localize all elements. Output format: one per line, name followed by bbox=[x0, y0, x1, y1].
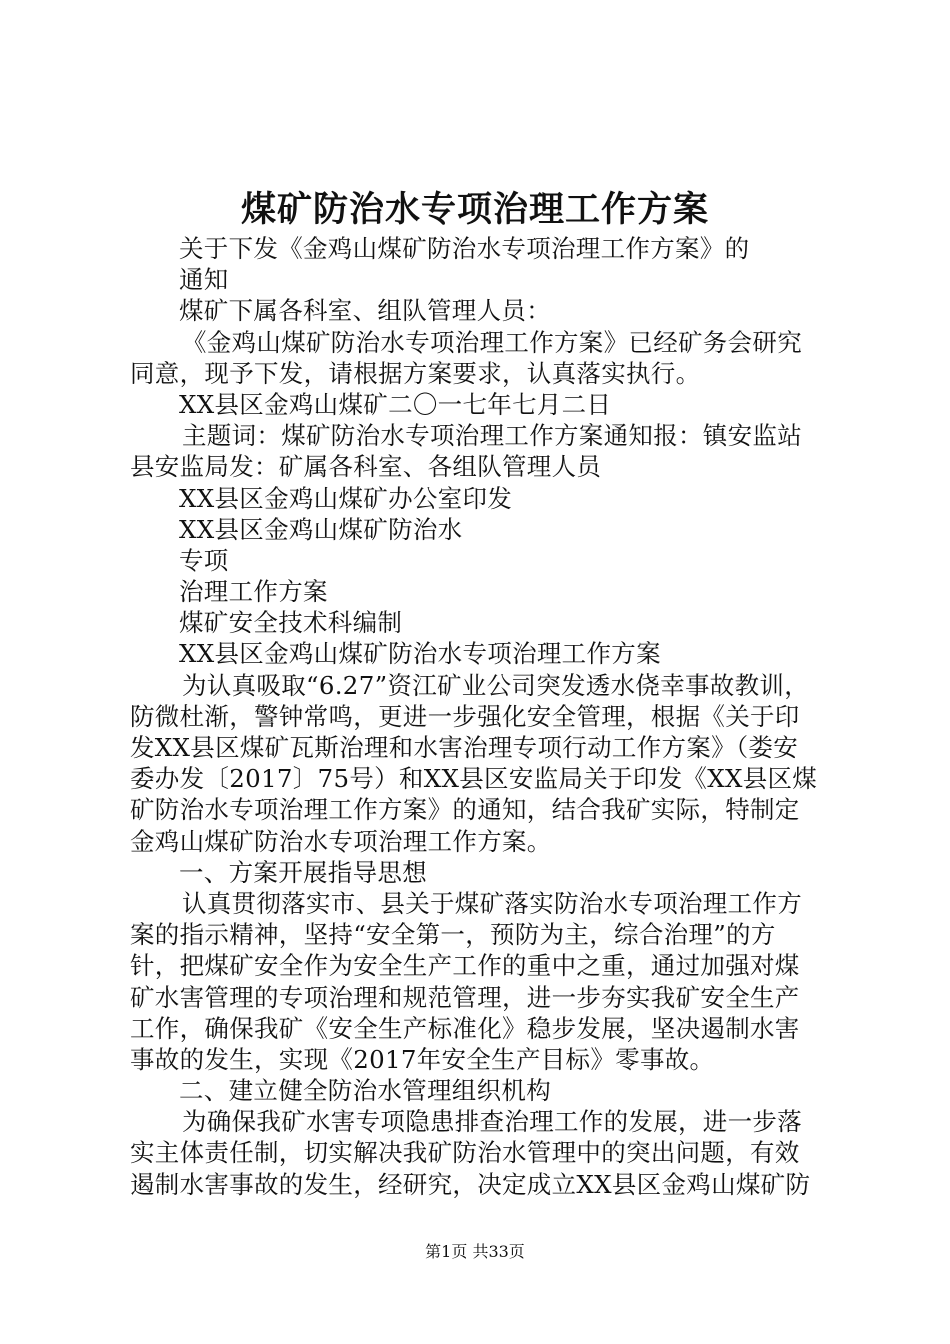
page-footer: 第1页 共33页 bbox=[425, 1242, 525, 1261]
text-line: 实主体责任制，切实解决我矿防治水管理中的突出问题，有效 bbox=[130, 1138, 800, 1168]
text-line: 案的指示精神，坚持“安全第一，预防为主，综合治理”的方 bbox=[130, 920, 776, 950]
text-line: 认真贯彻落实市、县关于煤矿落实防治水专项治理工作方 bbox=[182, 888, 802, 918]
section-heading: 一、方案开展指导思想 bbox=[179, 857, 427, 887]
text-line: 事故的发生，实现《2017年安全生产目标》零事故。 bbox=[130, 1044, 715, 1074]
text-line: 为认真吸取“6.27”资江矿业公司突发透水侥幸事故教训， bbox=[182, 670, 809, 700]
text-line: 主题词：煤矿防治水专项治理工作方案通知报：镇安监站 bbox=[182, 421, 802, 451]
text-line: 治理工作方案 bbox=[179, 577, 328, 607]
text-line: XX县区金鸡山煤矿办公室印发 bbox=[179, 483, 513, 513]
text-line: 委办发〔2017〕75号）和XX县区安监局关于印发《XX县区煤 bbox=[130, 764, 818, 794]
text-line: XX县区金鸡山煤矿二〇一七年七月二日 bbox=[179, 389, 612, 419]
text-line: XX县区金鸡山煤矿防治水 bbox=[179, 514, 463, 544]
text-line: 关于下发《金鸡山煤矿防治水专项治理工作方案》的 bbox=[179, 234, 750, 263]
text-line: 遏制水害事故的发生，经研究，决定成立XX县区金鸡山煤矿防 bbox=[130, 1169, 811, 1199]
text-line: 工作，确保我矿《安全生产标准化》稳步发展，坚决遏制水害 bbox=[130, 1013, 800, 1043]
text-line: 县安监局发：矿属各科室、各组队管理人员 bbox=[130, 452, 602, 482]
document-body bbox=[130, 233, 830, 1200]
text-line: 发XX县区煤矿瓦斯治理和水害治理专项行动工作方案》（娄安 bbox=[130, 733, 799, 762]
text-line: 金鸡山煤矿防治水专项治理工作方案。 bbox=[130, 826, 552, 856]
text-line: 防微杜渐，警钟常鸣，更进一步强化安全管理，根据《关于印 bbox=[130, 701, 800, 731]
text-line: 针，把煤矿安全作为安全生产工作的重中之重，通过加强对煤 bbox=[130, 951, 800, 981]
text-line: 《金鸡山煤矿防治水专项治理工作方案》已经矿务会研究 bbox=[182, 327, 802, 357]
section-heading: 二、建立健全防治水管理组织机构 bbox=[179, 1076, 551, 1106]
text-line: 煤矿下属各科室、组队管理人员： bbox=[179, 296, 551, 326]
text-line: 矿水害管理的专项治理和规范管理，进一步夯实我矿安全生产 bbox=[130, 982, 800, 1012]
text-line: 为确保我矿水害专项隐患排查治理工作的发展，进一步落 bbox=[182, 1107, 802, 1137]
text-line: 专项 bbox=[179, 545, 229, 575]
text-line: 矿防治水专项治理工作方案》的通知，结合我矿实际，特制定 bbox=[130, 795, 800, 825]
text-line: 同意，现予下发，请根据方案要求，认真落实执行。 bbox=[130, 358, 701, 388]
text-line: 煤矿安全技术科编制 bbox=[179, 608, 403, 638]
document-title: 煤矿防治水专项治理工作方案 bbox=[240, 189, 709, 230]
text-line: XX县区金鸡山煤矿防治水专项治理工作方案 bbox=[179, 639, 661, 669]
text-line: 通知 bbox=[179, 265, 229, 295]
